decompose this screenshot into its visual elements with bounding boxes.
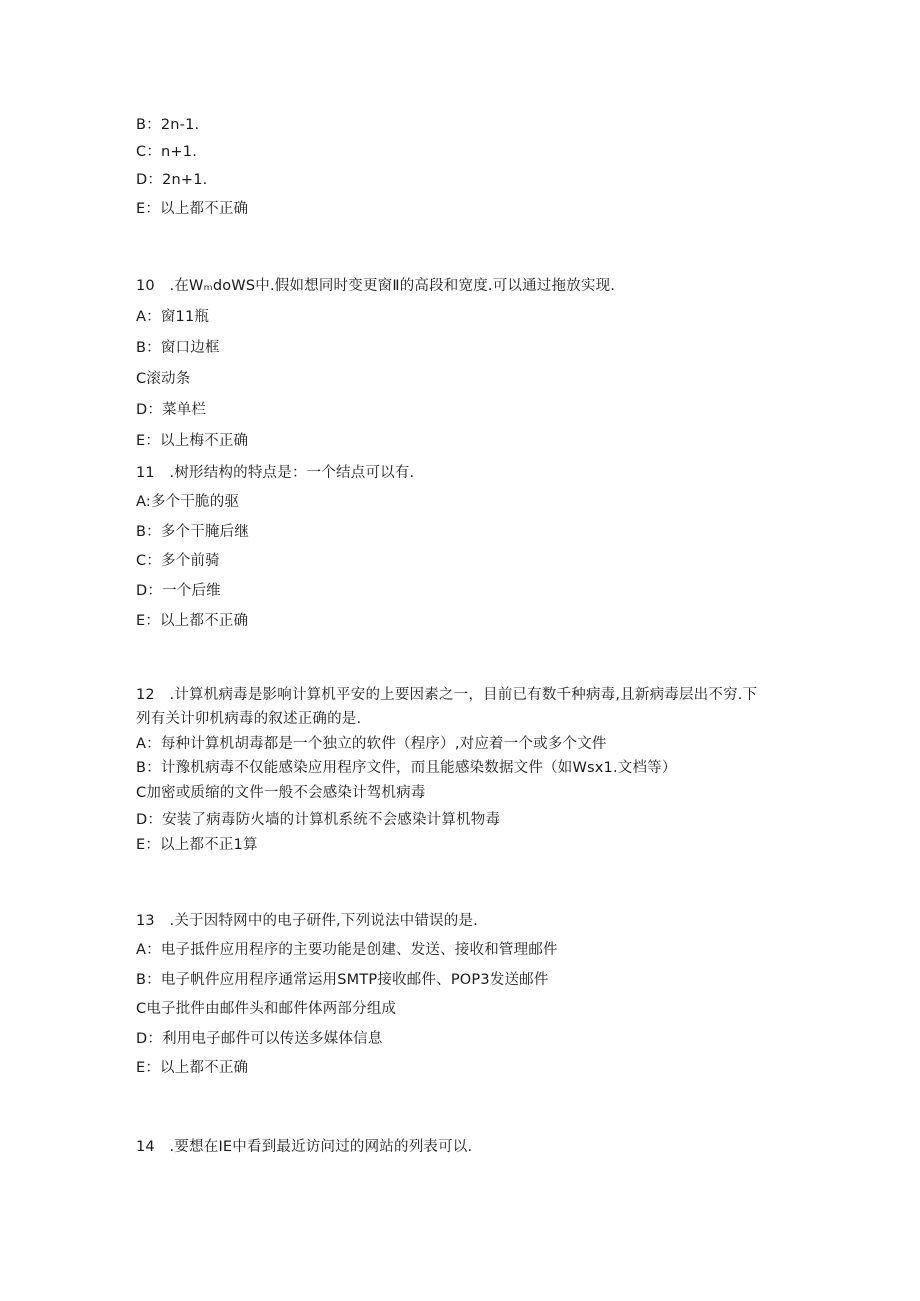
- question-11-option-d: D：一个后维: [136, 583, 221, 599]
- question-12-stem-line-1: 12 .计算机病毒是影响计算机平安的上要因素之一，目前已有数千种病毒,且新病毒层出不穷.下: [136, 687, 758, 703]
- question-11-option-b: B：多个干腌后继: [136, 524, 250, 540]
- question-13-option-c: C电子批件由邮件头和邮件体两部分组成: [136, 1001, 397, 1017]
- question-12-option-c: C加密或质缩的文件一般不会感染计驾机病毒: [136, 785, 426, 801]
- question-11-option-a: A:多个干脆的驱: [136, 494, 240, 510]
- question-10-option-a: A：窗11瓶: [136, 309, 210, 325]
- question-10-option-e: E：以上梅不正确: [136, 433, 249, 449]
- option-b: B：2n-1.: [136, 117, 200, 133]
- question-10-option-d: D：菜单栏: [136, 402, 207, 418]
- question-12-option-b: B：计豫机病毒不仅能感染应用程序文件，而且能感染数据文件（如Wsx1.文档等）: [136, 760, 677, 776]
- option-e: E：以上都不正确: [136, 201, 249, 217]
- question-13-option-a: A：电子抵件应用程序的主要功能是创建、发送、接收和管理邮件: [136, 942, 558, 958]
- option-d: D：2n+1.: [136, 172, 208, 188]
- question-12-option-e: E：以上都不正1算: [136, 837, 258, 853]
- question-12-option-d: D：安装了病毒防火墙的计算机系统不会感染计算机物毒: [136, 812, 501, 828]
- option-c: C：n+1.: [136, 144, 197, 160]
- question-11-option-c: C：多个前骑: [136, 553, 220, 569]
- question-10-stem: 10 .在WₘdoWS中.假如想同时变更窗Ⅱ的高段和宽度.可以通过拖放实现.: [136, 278, 616, 294]
- question-13-option-e: E：以上都不正确: [136, 1060, 249, 1076]
- question-10-option-c: C滚动条: [136, 371, 191, 387]
- question-13-option-b: B：电子帆件应用程序通常运用SMTP接收邮件、POP3发送邮件: [136, 972, 549, 988]
- question-11-stem: 11 .树形结构的特点是：一个结点可以有.: [136, 465, 415, 481]
- question-10-option-b: B：窗口边框: [136, 340, 220, 356]
- question-12-stem-line-2: 列有关计卯机病毒的叙述正确的是.: [136, 711, 362, 727]
- question-11-option-e: E：以上都不正确: [136, 613, 249, 629]
- question-12-option-a: A：每种计算机胡毒都是一个独立的软件（程序）,对应着一个或多个文件: [136, 736, 607, 752]
- question-13-option-d: D：利用电子邮件可以传送多媒体信息: [136, 1031, 383, 1047]
- question-14-stem: 14 .要想在IE中看到最近访问过的网站的列表可以.: [136, 1139, 473, 1155]
- question-13-stem: 13 .关于因特网中的电子研件,下列说法中错误的是.: [136, 913, 478, 929]
